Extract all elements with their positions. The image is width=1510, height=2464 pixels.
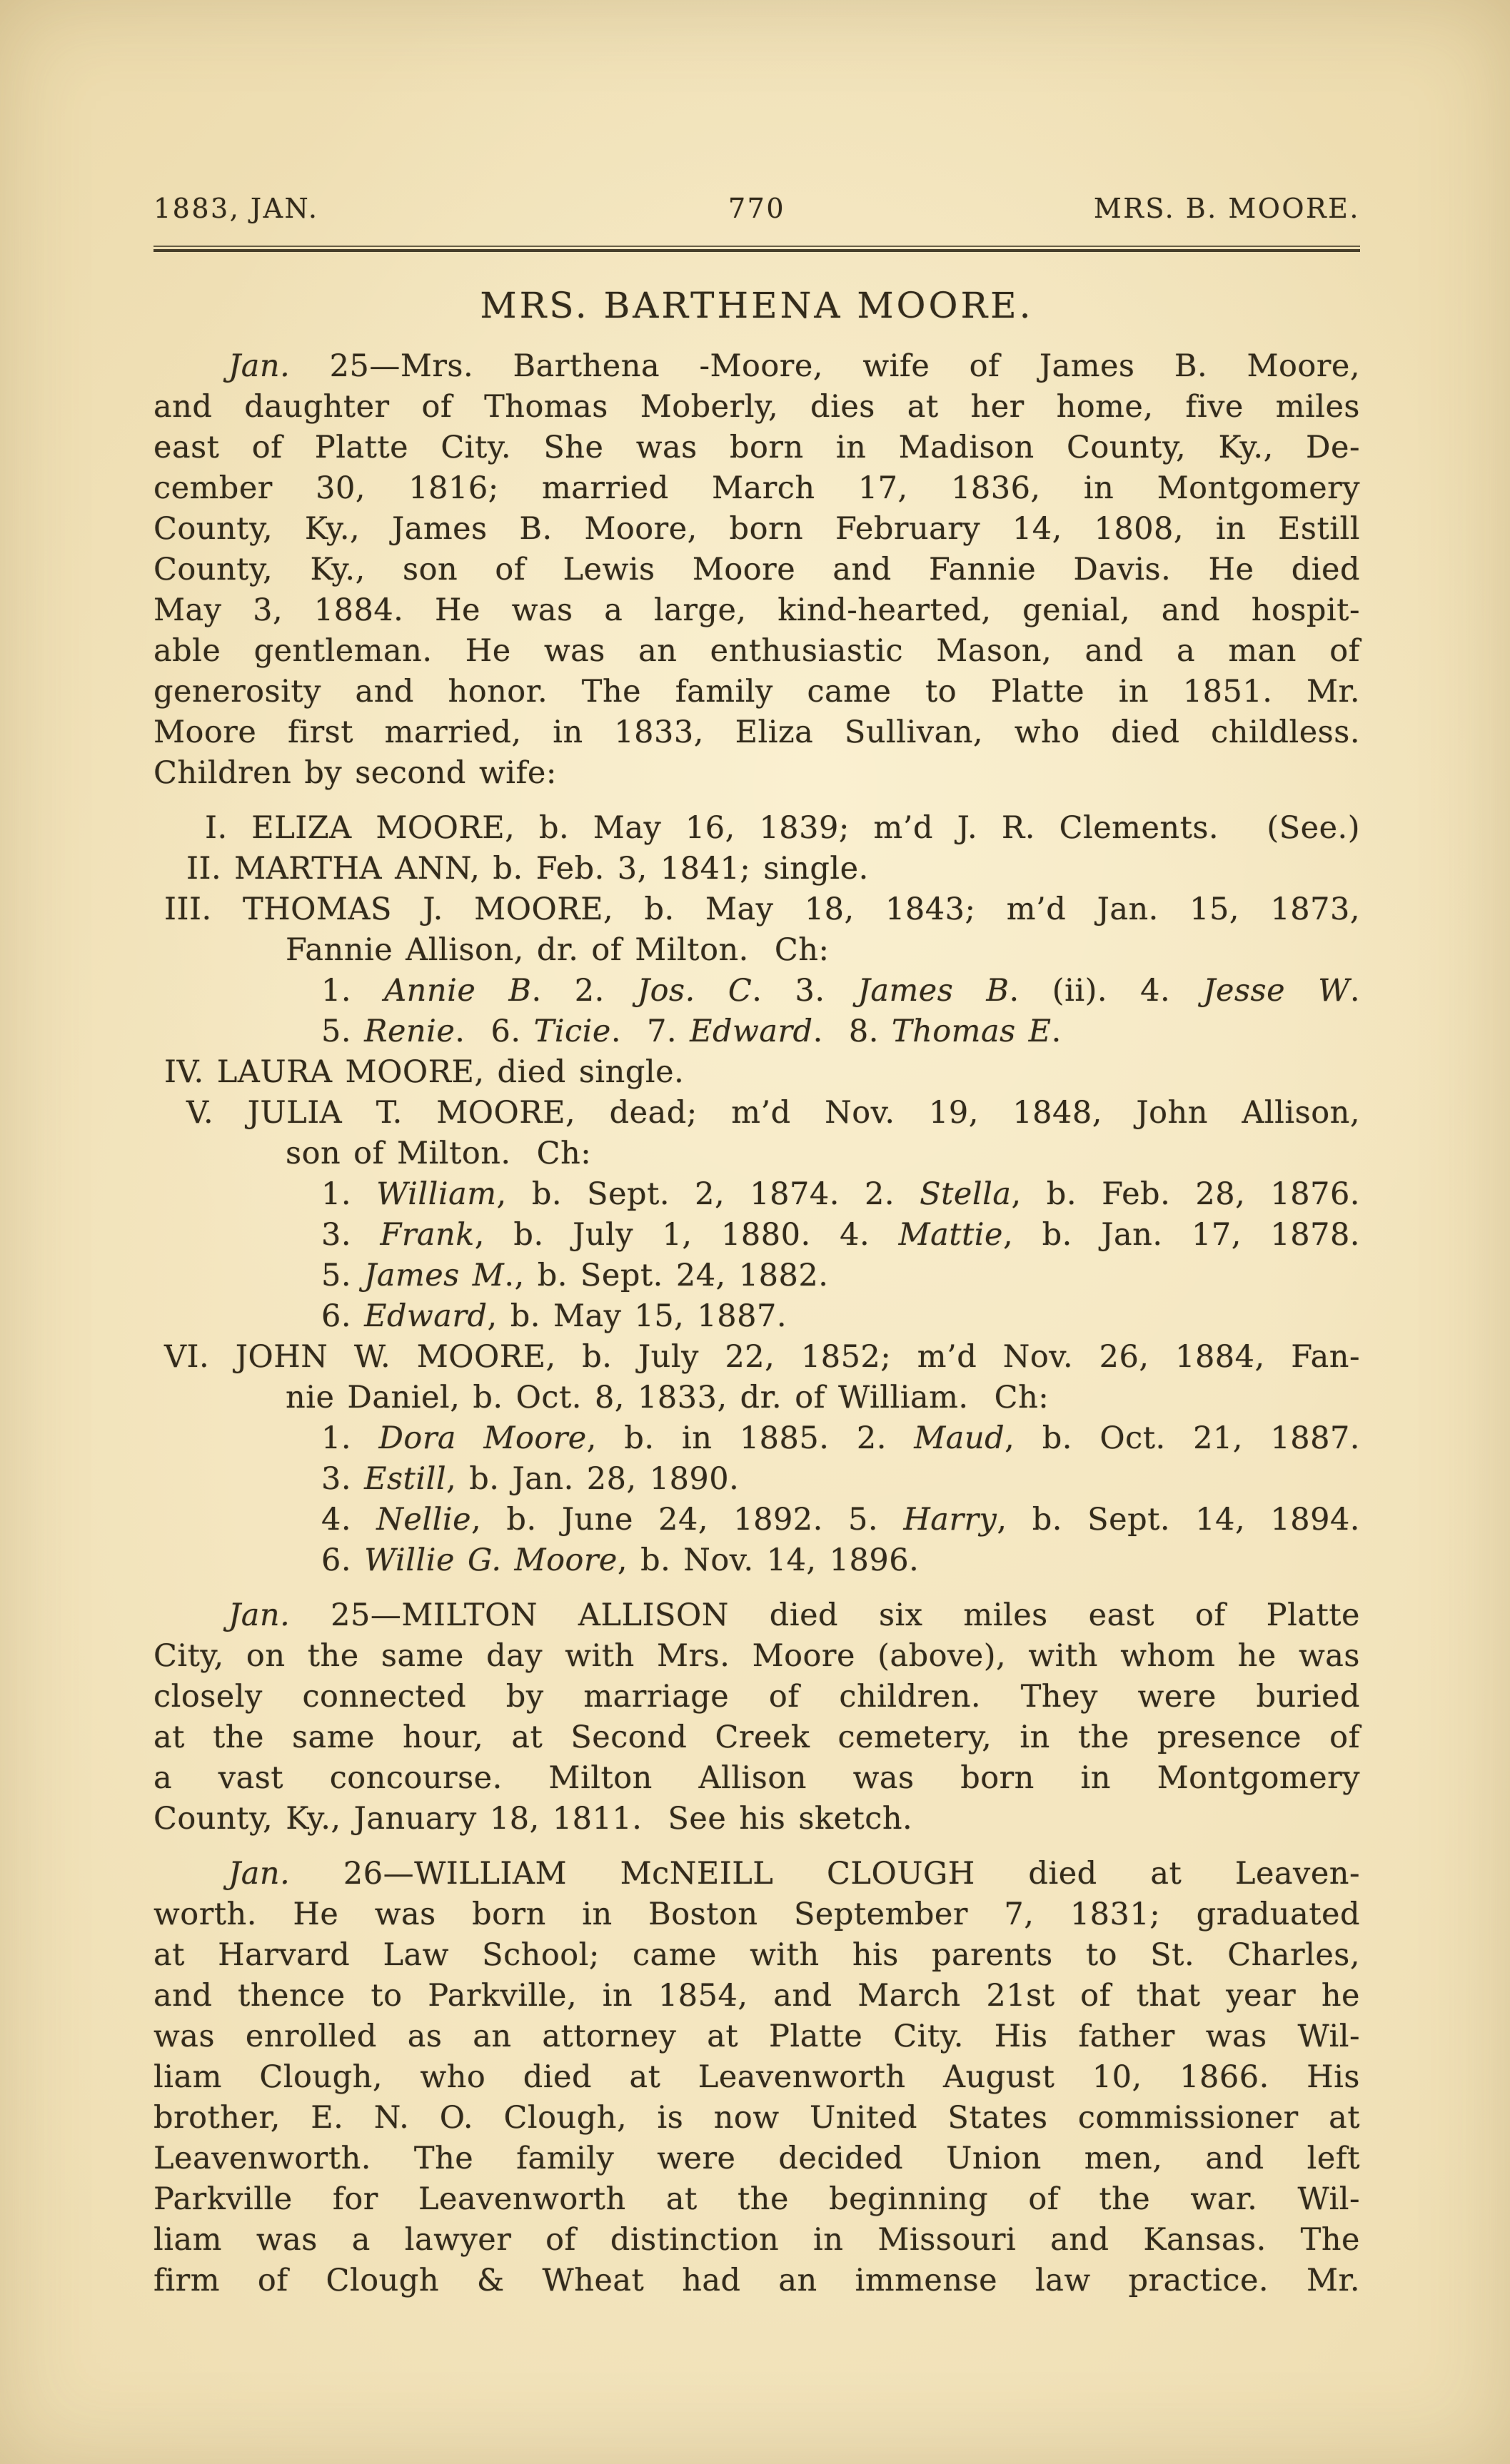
text-line: 4. Nellie, b. June 24, 1892. 5. Harry, b. Sept. 14, 1894. [321,1502,1360,1538]
header-running-title: MRS. B. MOORE. [1093,193,1360,224]
header-date: 1883, JAN. [153,193,319,224]
text-line: Parkville for Leavenworth at the beginning of the war. Wil- [153,2181,1360,2217]
text-line: 1. Annie B. 2. Jos. C. 3. James B. (ii). 4. Jesse W. [321,973,1360,1009]
text-line: at the same hour, at Second Creek cemetery, in the presence of [153,1720,1360,1755]
text-line: 3. Estill, b. Jan. 28, 1890. [321,1461,740,1497]
text-line: generosity and honor. The family came to Platte in 1851. Mr. [153,674,1360,710]
header-double-rule [153,246,1360,252]
text-line: IV. LAURA MOORE, died single. [164,1054,685,1090]
page-title: MRS. BARTHENA MOORE. [480,285,1034,326]
text-line: a vast concourse. Milton Allison was born in Montgomery [153,1760,1360,1796]
text-line: I. ELIZA MOORE, b. May 16, 1839; m’d J. R. Clements. (See.) [205,810,1360,846]
page-body [153,346,1360,2301]
text-line: was enrolled as an attorney at Platte City. His father was Wil- [153,2019,1360,2054]
text-line: son of Milton. Ch: [286,1136,592,1171]
children-list [153,808,1360,1581]
text-line: 6. Willie G. Moore, b. Nov. 14, 1896. [321,1542,920,1578]
text-line: nie Daniel, b. Oct. 8, 1833, dr. of William. Ch: [286,1380,1050,1415]
text-line: VI. JOHN W. MOORE, b. July 22, 1852; m’d Nov. 26, 1884, Fan- [164,1339,1360,1375]
text-line: V. JULIA T. MOORE, dead; m’d Nov. 19, 1848, John Allison, [186,1095,1360,1131]
text-line: liam Clough, who died at Leavenworth August 10, 1866. His [153,2059,1360,2095]
text-line: 6. Edward, b. May 15, 1887. [321,1298,787,1334]
running-header [153,191,1360,226]
text-line: Children by second wife: [153,755,557,791]
text-line: Jan. 26—WILLIAM McNEILL CLOUGH died at Leaven- [228,1856,1360,1892]
text-line: liam was a lawyer of distinction in Missouri and Kansas. The [153,2222,1360,2258]
paragraph [153,1854,1360,2301]
text-line: 3. Frank, b. July 1, 1880. 4. Mattie, b. Jan. 17, 1878. [321,1217,1360,1253]
text-line: 1. Dora Moore, b. in 1885. 2. Maud, b. Oct. 21, 1887. [321,1420,1360,1456]
text-line: and daughter of Thomas Moberly, dies at her home, five miles [153,389,1360,425]
text-line: able gentleman. He was an enthusiastic Mason, and a man of [153,633,1360,669]
text-line: Fannie Allison, dr. of Milton. Ch: [286,932,830,968]
text-line: II. MARTHA ANN, b. Feb. 3, 1841; single. [186,851,869,887]
text-line: 5. Renie. 6. Ticie. 7. Edward. 8. Thomas E. [321,1014,1062,1049]
text-line: County, Ky., James B. Moore, born February 14, 1808, in Estill [153,511,1360,547]
text-line: cember 30, 1816; married March 17, 1836, in Montgomery [153,470,1360,506]
text-line: County, Ky., January 18, 1811. See his sketch. [153,1801,913,1837]
text-line: Jan. 25—Mrs. Barthena -Moore, wife of James B. Moore, [228,348,1360,384]
header-page-number: 770 [728,193,785,224]
text-line: Leavenworth. The family were decided Union men, and left [153,2141,1360,2176]
text-line: City, on the same day with Mrs. Moore (above), with whom he was [153,1638,1360,1674]
text-line: east of Platte City. She was born in Madison County, Ky., De- [153,430,1360,465]
paragraph [153,1595,1360,1839]
page-content [153,191,1360,2301]
text-line: worth. He was born in Boston September 7, 1831; graduated [153,1897,1360,1932]
text-line: at Harvard Law School; came with his parents to St. Charles, [153,1937,1360,1973]
text-line: brother, E. N. O. Clough, is now United States commissioner at [153,2100,1360,2136]
text-line: 1. William, b. Sept. 2, 1874. 2. Stella, b. Feb. 28, 1876. [321,1176,1360,1212]
text-line: 5. James M., b. Sept. 24, 1882. [321,1258,829,1293]
text-line: closely connected by marriage of children. They were buried [153,1679,1360,1715]
text-line: County, Ky., son of Lewis Moore and Fannie Davis. He died [153,552,1360,587]
text-line: firm of Clough & Wheat had an immense law practice. Mr. [153,2263,1360,2298]
text-line: May 3, 1884. He was a large, kind-hearted, genial, and hospit- [153,592,1360,628]
text-line: Moore first married, in 1833, Eliza Sullivan, who died childless. [153,715,1360,750]
text-line: Jan. 25—MILTON ALLISON died six miles east of Platte [228,1597,1360,1633]
paragraph [153,346,1360,794]
text-line: and thence to Parkville, in 1854, and March 21st of that year he [153,1978,1360,2014]
text-line: III. THOMAS J. MOORE, b. May 18, 1843; m’d Jan. 15, 1873, [164,892,1360,927]
